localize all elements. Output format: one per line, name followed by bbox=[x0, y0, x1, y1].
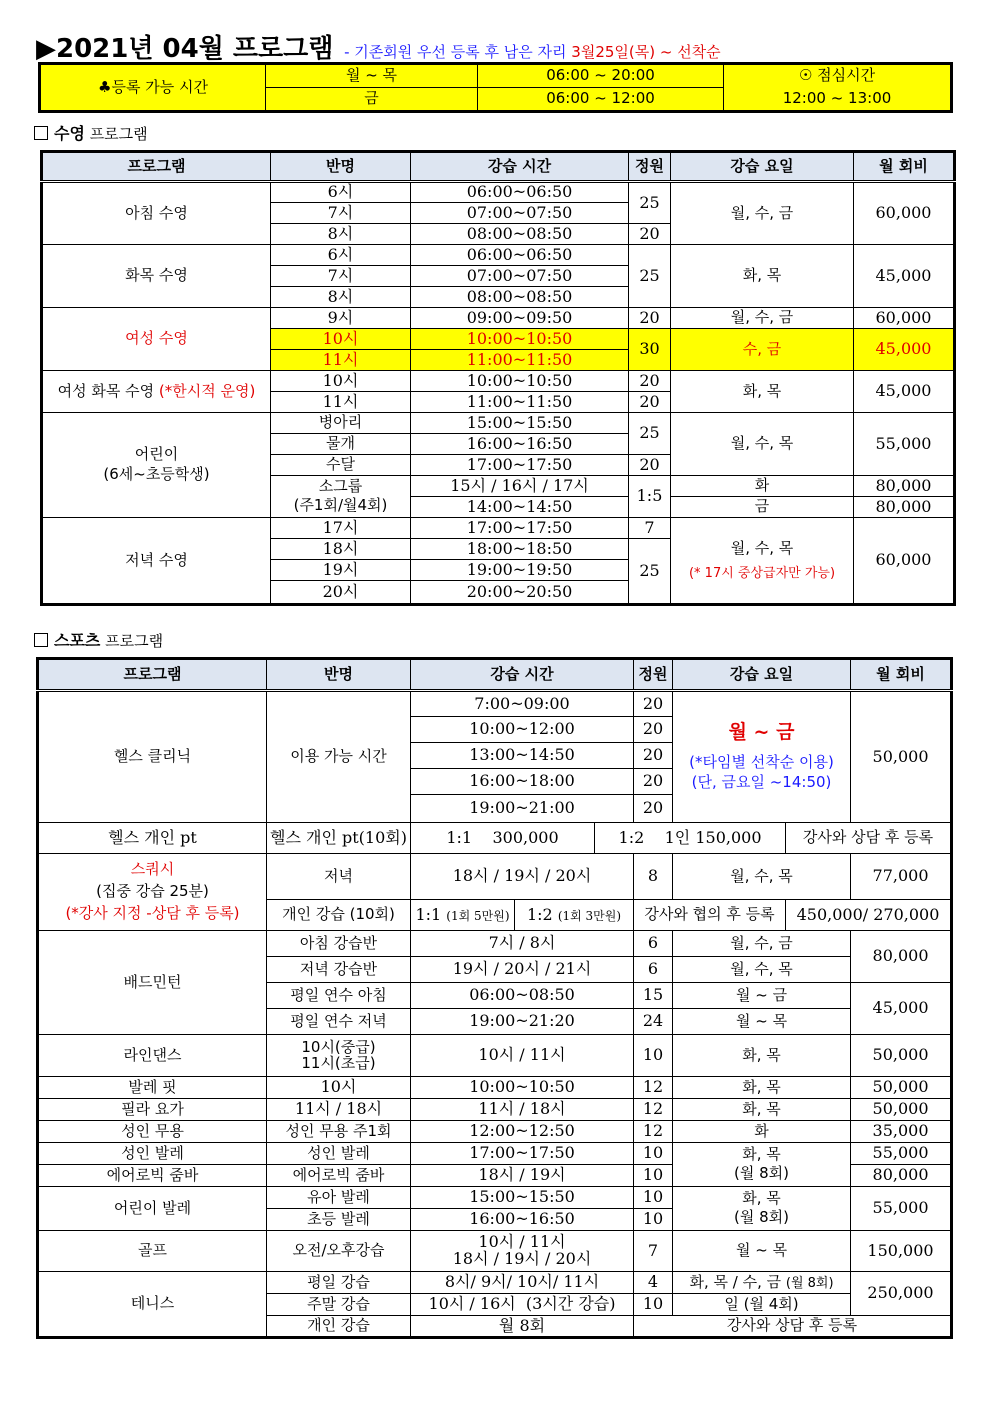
class-days: 월, 수, 금 bbox=[673, 931, 851, 957]
monthly-fee: 80,000 bbox=[851, 931, 952, 983]
title-sub-red: 3월25일(목) ~ 선착순 bbox=[571, 43, 721, 61]
program-name: 발레 핏 bbox=[38, 1077, 267, 1099]
class-time: 11:00~11:50 bbox=[411, 392, 629, 413]
monthly-fee: 55,000 bbox=[851, 1143, 952, 1165]
monthly-fee: 450,000/ 270,000 bbox=[786, 900, 952, 931]
class-name: 헬스 개인 pt(10회) bbox=[267, 823, 411, 854]
swim-section-title: 수영 프로그램 bbox=[34, 121, 148, 144]
class-time: 06:00~06:50 bbox=[411, 182, 629, 203]
class-time: 10:00~12:00 bbox=[411, 717, 634, 743]
reg-days-2: 금 bbox=[266, 88, 478, 112]
class-name: 개인 강습 bbox=[267, 1316, 411, 1338]
class-time: 08:00~08:50 bbox=[411, 287, 629, 308]
checkbox-icon bbox=[34, 633, 48, 647]
monthly-fee: 50,000 bbox=[851, 1099, 952, 1121]
capacity: 20 bbox=[629, 371, 671, 392]
class-days: 월, 수, 목 (* 17시 중상급자만 가능) bbox=[671, 518, 854, 605]
class-name: 20시 bbox=[271, 581, 411, 605]
class-name: 개인 강습 (10회) bbox=[267, 900, 411, 931]
capacity: 20 bbox=[634, 743, 673, 769]
capacity: 12 bbox=[634, 1077, 673, 1099]
monthly-fee: 60,000 bbox=[854, 182, 955, 245]
sports-table bbox=[36, 657, 953, 1339]
lunch-label: ☉ 점심시간 bbox=[724, 64, 952, 88]
class-time: 10시 / 11시 18시 / 19시 / 20시 bbox=[411, 1231, 634, 1272]
class-days: 일 (월 4회) bbox=[673, 1294, 851, 1316]
capacity: 10 bbox=[634, 1165, 673, 1187]
class-name: 이용 가능 시간 bbox=[267, 691, 411, 823]
program-name: 성인 발레 bbox=[38, 1143, 267, 1165]
class-name: 저녁 강습반 bbox=[267, 957, 411, 983]
class-time: 13:00~14:50 bbox=[411, 743, 634, 769]
class-days: 화, 목 bbox=[671, 371, 854, 413]
temporary-note: (*한시적 운영) bbox=[158, 381, 256, 400]
class-name: 11시 bbox=[271, 392, 411, 413]
class-time: 10:00~10:50 bbox=[411, 329, 629, 350]
hdr-capacity: 정원 bbox=[634, 659, 673, 691]
hdr-fee: 월 회비 bbox=[854, 152, 955, 182]
program-name: 라인댄스 bbox=[38, 1035, 267, 1077]
class-time: 18시 / 19시 bbox=[411, 1165, 634, 1187]
monthly-fee: 55,000 bbox=[851, 1187, 952, 1231]
capacity: 20 bbox=[629, 308, 671, 329]
class-days: 화 bbox=[673, 1121, 851, 1143]
program-name: 헬스 클리닉 bbox=[38, 691, 267, 823]
hdr-time: 강습 시간 bbox=[411, 152, 629, 182]
class-name: 초등 발레 bbox=[267, 1209, 411, 1231]
hdr-time: 강습 시간 bbox=[411, 659, 634, 691]
class-time: 15:00~15:50 bbox=[411, 413, 629, 434]
monthly-fee: 50,000 bbox=[851, 1077, 952, 1099]
checkbox-icon bbox=[34, 126, 48, 140]
program-name: 성인 무용 bbox=[38, 1121, 267, 1143]
class-name: 성인 무용 주1회 bbox=[267, 1121, 411, 1143]
registration-table bbox=[38, 62, 953, 113]
class-name: 오전/오후강습 bbox=[267, 1231, 411, 1272]
class-days: 월, 수, 금 bbox=[671, 182, 854, 245]
reg-time-1: 06:00 ~ 20:00 bbox=[478, 64, 724, 88]
class-time: 11시 / 18시 bbox=[411, 1099, 634, 1121]
hdr-days: 강습 요일 bbox=[673, 659, 851, 691]
capacity: 25 bbox=[629, 539, 671, 605]
capacity: 10 bbox=[634, 1035, 673, 1077]
hdr-days: 강습 요일 bbox=[671, 152, 854, 182]
monthly-fee: 80,000 bbox=[854, 497, 955, 518]
class-days: 수, 금 bbox=[671, 329, 854, 371]
class-name: 물개 bbox=[271, 434, 411, 455]
class-name: 아침 강습반 bbox=[267, 931, 411, 957]
capacity: 1:5 bbox=[629, 476, 671, 518]
class-name: 소그룹 (주1회/월4회) bbox=[271, 476, 411, 518]
class-name: 성인 발레 bbox=[267, 1143, 411, 1165]
hdr-capacity: 정원 bbox=[629, 152, 671, 182]
capacity: 20 bbox=[629, 392, 671, 413]
class-days: 화, 목 bbox=[673, 1077, 851, 1099]
program-name: 골프 bbox=[38, 1231, 267, 1272]
capacity: 30 bbox=[629, 329, 671, 371]
class-days: 화 bbox=[671, 476, 854, 497]
tennis-registration: 강사와 상담 후 등록 bbox=[634, 1316, 952, 1338]
class-time: 08:00~08:50 bbox=[411, 224, 629, 245]
hdr-class: 반명 bbox=[267, 659, 411, 691]
page-title bbox=[36, 28, 721, 62]
program-name: 저녁 수영 bbox=[42, 518, 271, 605]
title-main: ▶2021년 04월 프로그램 bbox=[36, 34, 334, 64]
class-name: 7시 bbox=[271, 203, 411, 224]
capacity: 20 bbox=[634, 795, 673, 823]
pt-price-1: 1:1 300,000 bbox=[411, 823, 595, 854]
class-time: 14:00~14:50 bbox=[411, 497, 629, 518]
class-time: 10시 / 11시 bbox=[411, 1035, 634, 1077]
class-time: 11:00~11:50 bbox=[411, 350, 629, 371]
title-sub bbox=[339, 43, 720, 61]
class-name: 병아리 bbox=[271, 413, 411, 434]
program-name: 어린이 발레 bbox=[38, 1187, 267, 1231]
capacity: 25 bbox=[629, 245, 671, 308]
class-time: 16:00~18:00 bbox=[411, 769, 634, 795]
capacity: 10 bbox=[634, 1187, 673, 1209]
capacity: 20 bbox=[634, 769, 673, 795]
class-time: 19:00~21:20 bbox=[411, 1009, 634, 1035]
program-name: 여성 수영 bbox=[42, 308, 271, 371]
monthly-fee: 45,000 bbox=[854, 371, 955, 413]
class-time: 7:00~09:00 bbox=[411, 691, 634, 717]
class-days: 월 ~ 금 bbox=[673, 983, 851, 1009]
class-days: 월, 수, 목 bbox=[673, 957, 851, 983]
class-time: 17:00~17:50 bbox=[411, 1143, 634, 1165]
pt-price-2: 1:2 1인 150,000 bbox=[595, 823, 786, 854]
program-name: 에어로빅 줌바 bbox=[38, 1165, 267, 1187]
swim-table bbox=[40, 150, 956, 606]
class-days: 화, 목 (월 8회) bbox=[673, 1187, 851, 1231]
class-days: 월 ~ 금 (*타임별 선착순 이용) (단, 금요일 ~14:50) bbox=[673, 691, 851, 823]
program-name: 여성 화목 수영 (*한시적 운영) bbox=[42, 371, 271, 413]
class-days: 월 ~ 목 bbox=[673, 1231, 851, 1272]
program-name: 아침 수영 bbox=[42, 182, 271, 245]
reg-days-1: 월 ~ 목 bbox=[266, 64, 478, 88]
program-name: 스쿼시 (집중 강습 25분) (*강사 지정 -상담 후 등록) bbox=[38, 854, 267, 931]
class-name: 주말 강습 bbox=[267, 1294, 411, 1316]
class-name: 19시 bbox=[271, 560, 411, 581]
registration-label: ♣등록 가능 시간 bbox=[40, 64, 266, 112]
class-name: 6시 bbox=[271, 182, 411, 203]
capacity: 12 bbox=[634, 1121, 673, 1143]
class-time: 09:00~09:50 bbox=[411, 308, 629, 329]
class-days: 화, 목 bbox=[673, 1099, 851, 1121]
monthly-fee: 45,000 bbox=[851, 983, 952, 1035]
program-name: 필라 요가 bbox=[38, 1099, 267, 1121]
class-time: 15:00~15:50 bbox=[411, 1187, 634, 1209]
class-time: 07:00~07:50 bbox=[411, 266, 629, 287]
monthly-fee: 77,000 bbox=[851, 854, 952, 900]
capacity: 7 bbox=[634, 1231, 673, 1272]
capacity: 12 bbox=[634, 1099, 673, 1121]
class-name: 9시 bbox=[271, 308, 411, 329]
class-time: 12:00~12:50 bbox=[411, 1121, 634, 1143]
class-name: 평일 강습 bbox=[267, 1272, 411, 1294]
class-name: 7시 bbox=[271, 266, 411, 287]
capacity: 25 bbox=[629, 413, 671, 455]
capacity: 20 bbox=[634, 717, 673, 743]
monthly-fee: 35,000 bbox=[851, 1121, 952, 1143]
monthly-fee: 45,000 bbox=[854, 245, 955, 308]
monthly-fee: 60,000 bbox=[854, 308, 955, 329]
hdr-program: 프로그램 bbox=[38, 659, 267, 691]
class-days: 금 bbox=[671, 497, 854, 518]
monthly-fee: 45,000 bbox=[854, 329, 955, 371]
reg-time-2: 06:00 ~ 12:00 bbox=[478, 88, 724, 112]
class-days: 월, 수, 목 bbox=[673, 854, 851, 900]
class-name: 10시 bbox=[267, 1077, 411, 1099]
class-days: 화, 목 bbox=[673, 1035, 851, 1077]
class-name: 평일 연수 저녁 bbox=[267, 1009, 411, 1035]
class-time: 10:00~10:50 bbox=[411, 1077, 634, 1099]
program-name: 화목 수영 bbox=[42, 245, 271, 308]
monthly-fee: 150,000 bbox=[851, 1231, 952, 1272]
program-name: 테니스 bbox=[38, 1272, 267, 1338]
monthly-fee: 60,000 bbox=[854, 518, 955, 605]
capacity: 8 bbox=[634, 854, 673, 900]
hdr-fee: 월 회비 bbox=[851, 659, 952, 691]
class-name: 유아 발레 bbox=[267, 1187, 411, 1209]
class-name: 에어로빅 줌바 bbox=[267, 1165, 411, 1187]
monthly-fee: 50,000 bbox=[851, 691, 952, 823]
capacity: 10 bbox=[634, 1209, 673, 1231]
monthly-fee: 80,000 bbox=[851, 1165, 952, 1187]
class-name: 수달 bbox=[271, 455, 411, 476]
class-days: 화, 목 / 수, 금 (월 8회) bbox=[673, 1272, 851, 1294]
monthly-fee: 250,000 bbox=[851, 1272, 952, 1316]
evening-note: (* 17시 중상급자만 가능) bbox=[688, 565, 836, 581]
hdr-class: 반명 bbox=[271, 152, 411, 182]
class-time: 18:00~18:50 bbox=[411, 539, 629, 560]
class-name: 8시 bbox=[271, 224, 411, 245]
capacity: 6 bbox=[634, 931, 673, 957]
class-name: 11시 / 18시 bbox=[267, 1099, 411, 1121]
capacity: 24 bbox=[634, 1009, 673, 1035]
class-time: 10시 / 16시 (3시간 강습) bbox=[411, 1294, 634, 1316]
class-name: 11시 bbox=[271, 350, 411, 371]
class-time: 16:00~16:50 bbox=[411, 1209, 634, 1231]
class-name: 6시 bbox=[271, 245, 411, 266]
capacity: 20 bbox=[629, 455, 671, 476]
class-time: 17:00~17:50 bbox=[411, 518, 629, 539]
capacity: 20 bbox=[634, 691, 673, 717]
class-name: 10시 bbox=[271, 329, 411, 350]
capacity: 25 bbox=[629, 182, 671, 224]
capacity: 10 bbox=[634, 1143, 673, 1165]
class-time: 06:00~08:50 bbox=[411, 983, 634, 1009]
class-time: 20:00~20:50 bbox=[411, 581, 629, 605]
pt-registration: 강사와 상담 후 등록 bbox=[786, 823, 952, 854]
class-time: 18시 / 19시 / 20시 bbox=[411, 854, 634, 900]
class-name: 18시 bbox=[271, 539, 411, 560]
class-days: 월 ~ 목 bbox=[673, 1009, 851, 1035]
class-time: 17:00~17:50 bbox=[411, 455, 629, 476]
hdr-program: 프로그램 bbox=[42, 152, 271, 182]
class-time: 10:00~10:50 bbox=[411, 371, 629, 392]
class-time: 15시 / 16시 / 17시 bbox=[411, 476, 629, 497]
squash-price-2: 1:2 (1회 3만원) bbox=[515, 900, 634, 931]
class-name: 저녁 bbox=[267, 854, 411, 900]
capacity: 10 bbox=[634, 1294, 673, 1316]
class-time: 06:00~06:50 bbox=[411, 245, 629, 266]
sports-section-title: 스포츠 프로그램 bbox=[34, 628, 163, 651]
capacity: 6 bbox=[634, 957, 673, 983]
program-name: 어린이 (6세~초등학생) bbox=[42, 413, 271, 518]
squash-price-1: 1:1 (1회 5만원) bbox=[411, 900, 515, 931]
squash-registration: 강사와 협의 후 등록 bbox=[634, 900, 786, 931]
capacity: 7 bbox=[629, 518, 671, 539]
class-name: 평일 연수 아침 bbox=[267, 983, 411, 1009]
class-days: 화, 목 bbox=[671, 245, 854, 308]
class-days: 월, 수, 목 bbox=[671, 413, 854, 476]
class-time: 월 8회 bbox=[411, 1316, 634, 1338]
program-name: 헬스 개인 pt bbox=[38, 823, 267, 854]
class-time: 19시 / 20시 / 21시 bbox=[411, 957, 634, 983]
title-sub-blue: - 기존회원 우선 등록 후 남은 자리 bbox=[339, 43, 572, 61]
capacity: 15 bbox=[634, 983, 673, 1009]
class-time: 16:00~16:50 bbox=[411, 434, 629, 455]
class-name: 8시 bbox=[271, 287, 411, 308]
class-time: 19:00~21:00 bbox=[411, 795, 634, 823]
capacity: 20 bbox=[629, 224, 671, 245]
class-name: 10시(중급) 11시(초급) bbox=[267, 1035, 411, 1077]
class-time: 7시 / 8시 bbox=[411, 931, 634, 957]
class-name: 10시 bbox=[271, 371, 411, 392]
class-days: 월, 수, 금 bbox=[671, 308, 854, 329]
monthly-fee: 80,000 bbox=[854, 476, 955, 497]
monthly-fee: 50,000 bbox=[851, 1035, 952, 1077]
class-time: 8시/ 9시/ 10시/ 11시 bbox=[411, 1272, 634, 1294]
lunch-time: 12:00 ~ 13:00 bbox=[724, 88, 952, 112]
class-days: 화, 목 (월 8회) bbox=[673, 1143, 851, 1187]
class-name: 17시 bbox=[271, 518, 411, 539]
class-time: 19:00~19:50 bbox=[411, 560, 629, 581]
class-time: 07:00~07:50 bbox=[411, 203, 629, 224]
program-name: 배드민턴 bbox=[38, 931, 267, 1035]
capacity: 4 bbox=[634, 1272, 673, 1294]
monthly-fee: 55,000 bbox=[854, 413, 955, 476]
